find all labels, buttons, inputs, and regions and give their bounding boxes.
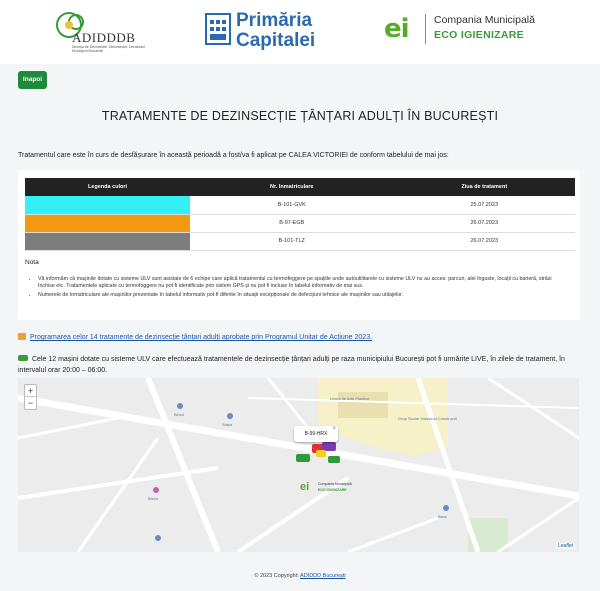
- vehicle-marker: [328, 456, 340, 463]
- primaria-emblem-icon: [204, 12, 232, 46]
- popup-close-button[interactable]: ×: [332, 426, 336, 432]
- logo-divider: [425, 14, 426, 44]
- vehicle-marker: [296, 454, 310, 462]
- adidddb-text: ADIDDDB: [72, 30, 136, 45]
- eco-mark: ei: [384, 14, 409, 44]
- adidddb-logo[interactable]: [52, 8, 148, 58]
- intro-text: Tratamentul care este în curs de desfășurare în această perioadă a fost/va fi aplicat pe CALEA VICTORIEI de conform tabelului de mai jos:: [18, 152, 449, 159]
- map-eco-logo: [300, 481, 360, 495]
- eco-line1: Compania Municipală: [434, 14, 535, 26]
- primaria-line1: Primăria: [236, 10, 313, 31]
- live-tracking-text: [18, 354, 583, 376]
- color-swatch: [25, 196, 190, 214]
- schedule-table: [25, 178, 575, 251]
- note-list: [38, 276, 568, 301]
- vehicle-marker: [316, 450, 326, 457]
- color-swatch: [25, 214, 190, 232]
- table-row: [25, 196, 575, 214]
- footer-copyright: © 2023 Copyright:: [254, 573, 299, 579]
- car-icon: [18, 355, 28, 361]
- live-text: Cele 12 mașini dotate cu sisteme ULV care efectuează tratamentele de dezinsecție țânțari adulți pe raza municipiului București pot fi urmărite LIVE, în zilele de tratament, în intervalul orar 20:00 – 06:00.: [18, 356, 565, 374]
- zoom-out-button[interactable]: −: [27, 398, 34, 408]
- primaria-line2: Capitalei: [236, 30, 316, 51]
- plate-cell: B-101-GVK: [190, 196, 394, 214]
- calendar-icon: [18, 333, 26, 340]
- note-item: • Numerele de înmatriculare ale mașinilor prezentate în tabelul informativ pot fi diferite în situații excepționale de defecțiuni tehnice ale mașinilor sau utilajelor.: [38, 292, 568, 299]
- footer: [0, 573, 600, 579]
- date-cell: 26.07.2023: [394, 214, 576, 232]
- col-header-date: Ziua de tratament: [394, 178, 576, 196]
- table-row: [25, 214, 575, 232]
- back-button[interactable]: Inapoi: [18, 71, 47, 89]
- plate-cell: B-97-EGB: [190, 214, 394, 232]
- vehicle-marker: [322, 442, 336, 451]
- popup-plate: B-99-HRX: [304, 431, 328, 437]
- col-header-plate: Nr. Inmatriculare: [190, 178, 394, 196]
- col-header-legend: Legenda culori: [25, 178, 190, 196]
- map-label: Banc: [438, 514, 448, 519]
- map-label: Liceul de Arte Plastice: [330, 396, 370, 401]
- map-eco-line1: Compania Municipală: [318, 482, 352, 486]
- note-title: Nota: [25, 259, 39, 266]
- vehicle-popup[interactable]: [294, 426, 338, 442]
- schedule-card: [18, 170, 580, 320]
- map-label: Bistro: [148, 496, 159, 501]
- zoom-control: [24, 384, 37, 410]
- leaflet-attribution-link[interactable]: Leaflet: [557, 543, 573, 549]
- live-map[interactable]: [18, 378, 579, 552]
- program-link[interactable]: Programarea celor 14 tratamente de dezinsecție țânțari adulți aprobate prin Programul Unitar de Acțiune 2023.: [30, 334, 373, 341]
- site-header: [0, 0, 600, 64]
- adidddb-subtext: Direcția de Dezinfecție, Dezinsecție, Deratizare Municipiul București: [72, 45, 146, 53]
- table-row: [25, 232, 575, 250]
- primaria-logo[interactable]: [204, 10, 334, 50]
- page-title: TRATAMENTE DE DEZINSECȚIE ȚÂNȚARI ADULȚI ÎN BUCUREȘTI: [101, 109, 499, 123]
- map-eco-line2: ECO IGIENIZARE: [318, 488, 347, 492]
- eco-igienizare-logo[interactable]: [384, 10, 544, 50]
- program-link-row: [18, 333, 372, 341]
- map-eco-mark: ei: [300, 481, 310, 493]
- plate-cell: B-101-TLZ: [190, 232, 394, 250]
- footer-link[interactable]: ADIDDD București: [300, 573, 346, 579]
- date-cell: 26.07.2023: [394, 232, 576, 250]
- date-cell: 25.07.2023: [394, 196, 576, 214]
- map-label: Stația: [222, 422, 233, 427]
- color-swatch: [25, 232, 190, 250]
- zoom-in-button[interactable]: +: [25, 385, 36, 397]
- map-label: Grup Școlar Industrial Construcții: [398, 416, 457, 421]
- map-label: Biroul: [174, 412, 185, 417]
- map-tiles[interactable]: [18, 378, 579, 552]
- eco-line2: ECO IGIENIZARE: [434, 29, 524, 41]
- note-item: • Vă informăm că mașinile dotate cu sisteme ULV sunt asistate de 6 echipe care aplică tratamentul cu termofeggere pe spațiile unde autoutilitarele cu sisteme ULV nu au acces: parcuri, alei înguste, locații cu barieră, străzi închise etc. Tratamentele aplicate cu termofoggere nu pot fi identificate prin sistem GPS și nu pot fi incluse în tabelul informativ de mai sus.: [38, 276, 568, 291]
